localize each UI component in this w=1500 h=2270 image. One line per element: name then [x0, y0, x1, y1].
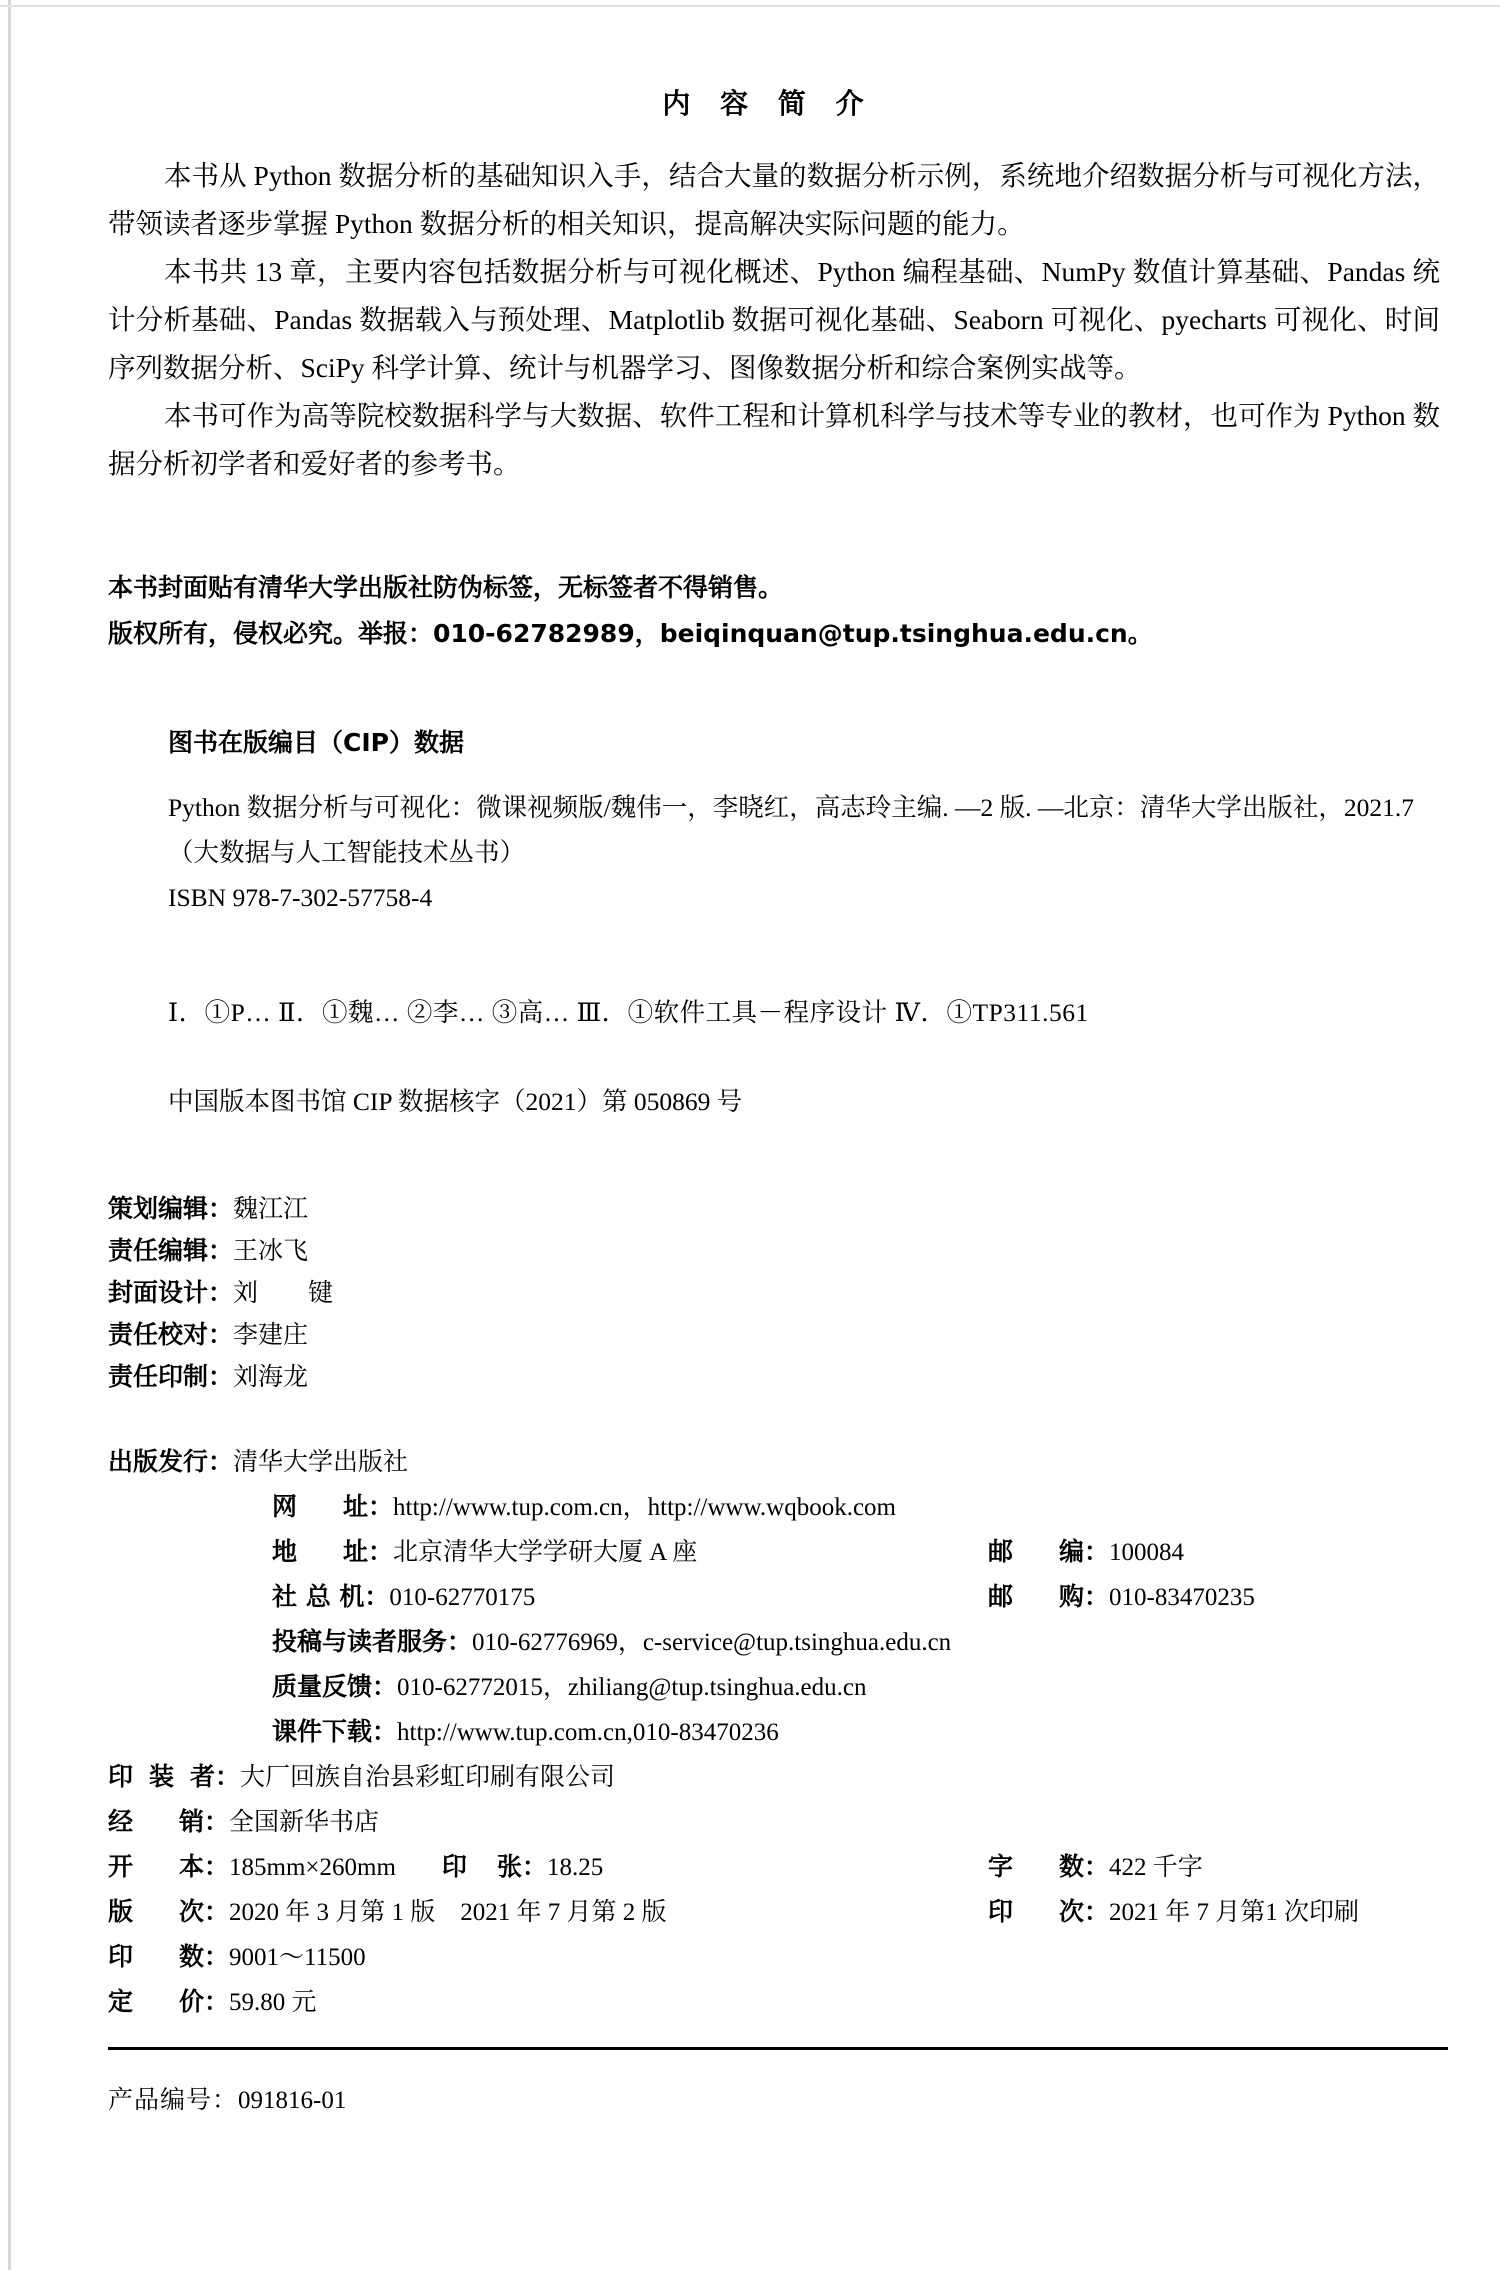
switchboard-value: 010-62770175	[389, 1584, 536, 1611]
summary-paragraph-3: 本书可作为高等院校数据科学与大数据、软件工程和计算机科学与技术等专业的教材，也可作为 Python 数据分析初学者和爱好者的参考书。	[108, 400, 1440, 479]
price-label-a: 定	[108, 1987, 134, 2016]
horizontal-divider	[108, 2047, 1448, 2050]
publisher-row-courseware	[108, 1710, 1458, 1755]
publisher-row-format	[108, 1845, 1458, 1890]
credit-row-cover-designer	[108, 1272, 333, 1314]
publisher-label-b: 址：	[343, 1537, 394, 1566]
cip-classification-line: Ⅰ．①P… Ⅱ．①魏… ②李… ③高… Ⅲ．①软件工具－程序设计 Ⅳ．①TP311.561	[168, 998, 1089, 1027]
cip-number-line: 中国版本图书馆 CIP 数据核字（2021）第 050869 号	[168, 1087, 743, 1116]
publisher-row-quality-feedback	[108, 1665, 1458, 1710]
credit-value: 魏江江	[233, 1194, 309, 1223]
copies-label-a: 印	[108, 1942, 134, 1971]
distributor-label-b: 销：	[179, 1807, 230, 1836]
publisher-label-a: 地	[272, 1537, 298, 1566]
distributor-label-a: 经	[108, 1807, 134, 1836]
impression-value: 2021 年 7 月第1 次印刷	[1109, 1899, 1360, 1926]
publisher-row-edition	[108, 1890, 1458, 1935]
credit-row-production	[108, 1356, 333, 1398]
credits-block	[108, 1188, 333, 1398]
sheets-value: 18.25	[546, 1854, 604, 1881]
credit-label: 封面设计：	[108, 1278, 234, 1307]
postcode-label-a: 邮	[988, 1537, 1014, 1566]
sheets-label-b: 张：	[496, 1852, 547, 1881]
words-value: 422 千字	[1109, 1854, 1203, 1881]
publisher-postcode-group	[988, 1530, 1184, 1575]
credit-value: 王冰飞	[233, 1236, 309, 1265]
printer-value: 大厂回族自治县彩虹印刷有限公司	[240, 1764, 616, 1791]
page-title: 内 容 简 介	[662, 87, 874, 120]
mailorder-label-a: 邮	[988, 1582, 1014, 1611]
format-value: 185mm×260mm	[229, 1854, 396, 1881]
price-label-b: 价：	[179, 1987, 230, 2016]
words-label-b: 数：	[1059, 1852, 1110, 1881]
format-label-a: 开	[108, 1852, 134, 1881]
credit-row-responsible-editor	[108, 1230, 333, 1272]
postcode-value: 100084	[1109, 1539, 1185, 1566]
publisher-row-reader-service	[108, 1620, 1458, 1665]
cip-title-line: Python 数据分析与可视化：微课视频版/魏伟一，李晓红，高志玲主编. —2 版. —北京：清华大学出版社，2021.7	[168, 793, 1414, 822]
product-number-row	[108, 2080, 346, 2116]
credit-row-proofreader	[108, 1314, 333, 1356]
publisher-mailorder-group	[988, 1575, 1255, 1620]
summary-paragraph-1: 本书从 Python 数据分析的基础知识入手，结合大量的数据分析示例，系统地介绍数据分析与可视化方法，带领读者逐步掌握 Python 数据分析的相关知识，提高解决实际问题的能力。	[108, 160, 1440, 239]
mailorder-label-b: 购：	[1059, 1582, 1110, 1611]
edition-label-b: 次：	[179, 1897, 230, 1926]
cip-body	[108, 785, 1448, 920]
publisher-website-value: http://www.tup.com.cn，http://www.wqbook.com	[393, 1494, 896, 1521]
quality-feedback-label: 质量反馈：	[272, 1672, 398, 1701]
copies-value: 9001～11500	[229, 1944, 366, 1971]
edition-value: 2020 年 3 月第 1 版 2021 年 7 月第 2 版	[229, 1899, 667, 1926]
credit-value: 刘 键	[233, 1278, 334, 1307]
courseware-label: 课件下载：	[272, 1717, 398, 1746]
edition-label-a: 版	[108, 1897, 134, 1926]
credit-label: 策划编辑：	[108, 1194, 234, 1223]
publisher-row-distributor	[108, 1800, 1458, 1845]
postcode-label-b: 编：	[1059, 1537, 1110, 1566]
credit-label: 责任印制：	[108, 1362, 234, 1391]
publisher-value: 清华大学出版社	[233, 1449, 409, 1476]
publisher-label: 出版发行：	[108, 1447, 234, 1476]
publisher-block	[108, 1440, 1458, 2025]
distributor-value: 全国新华书店	[229, 1809, 380, 1836]
printer-label-a: 印	[108, 1762, 134, 1791]
quality-feedback-value: 010-62772015，zhiliang@tup.tsinghua.edu.cn	[397, 1674, 867, 1701]
words-label-a: 字	[988, 1852, 1014, 1881]
impression-label-b: 次：	[1059, 1897, 1110, 1926]
impression-group	[988, 1890, 1359, 1935]
publisher-label-b: 址：	[343, 1492, 394, 1521]
credit-value: 李建庄	[233, 1320, 309, 1349]
printer-label-b: 装	[149, 1762, 175, 1791]
credit-row-planning-editor	[108, 1188, 333, 1230]
publisher-address-value: 北京清华大学学研大厦 A 座	[393, 1539, 698, 1566]
credit-value: 刘海龙	[233, 1362, 309, 1391]
legal-notice-block	[108, 565, 1153, 657]
printer-label-c: 者：	[190, 1762, 241, 1791]
cip-isbn-line: ISBN 978-7-302-57758-4	[168, 883, 433, 912]
product-number-label: 产品编号：	[108, 2087, 239, 2114]
publisher-row-publish	[108, 1440, 1458, 1485]
cip-heading: 图书在版编目（CIP）数据	[168, 728, 464, 757]
credit-label: 责任校对：	[108, 1320, 234, 1349]
mailorder-value: 010-83470235	[1109, 1584, 1255, 1611]
switchboard-label: 社 总 机：	[272, 1582, 390, 1611]
content-summary-section	[108, 82, 1468, 488]
reader-service-label: 投稿与读者服务：	[272, 1627, 473, 1656]
publisher-row-switchboard	[108, 1575, 1458, 1620]
summary-paragraph-2: 本书共 13 章，主要内容包括数据分析与可视化概述、Python 编程基础、NumPy 数值计算基础、Pandas 统计分析基础、Pandas 数据载入与预处理、Matplotlib 数据可视化基础、Seaborn 可视化、pyecharts 可视化、时间序列数据分析、SciPy 科学计算、统计与机器学习、图像数据分析和综合案例实战等。	[108, 256, 1440, 383]
publisher-row-printer	[108, 1755, 1458, 1800]
publisher-row-address	[108, 1530, 1458, 1575]
price-value: 59.80 元	[229, 1989, 317, 2016]
publisher-row-website	[108, 1485, 1458, 1530]
courseware-value: http://www.tup.com.cn,010-83470236	[397, 1719, 779, 1746]
reader-service-value: 010-62776969，c-service@tup.tsinghua.edu.cn	[472, 1629, 952, 1656]
product-number-value: 091816-01	[238, 2087, 347, 2114]
words-group	[988, 1845, 1203, 1890]
publisher-row-copies	[108, 1935, 1458, 1980]
anti-counterfeit-notice: 本书封面贴有清华大学出版社防伪标签，无标签者不得销售。	[108, 573, 784, 602]
impression-label-a: 印	[988, 1897, 1014, 1926]
publisher-row-price	[108, 1980, 1458, 2025]
format-label-b: 本：	[179, 1852, 230, 1881]
credit-label: 责任编辑：	[108, 1236, 234, 1265]
sheets-label-a: 印	[441, 1852, 467, 1881]
copies-label-b: 数：	[179, 1942, 230, 1971]
publisher-label-a: 网	[272, 1492, 298, 1521]
copyright-notice: 版权所有，侵权必究。举报：010-62782989，beiqinquan@tup.tsinghua.edu.cn。	[108, 619, 1153, 648]
cip-series-line: （大数据与人工智能技术丛书）	[168, 838, 526, 867]
